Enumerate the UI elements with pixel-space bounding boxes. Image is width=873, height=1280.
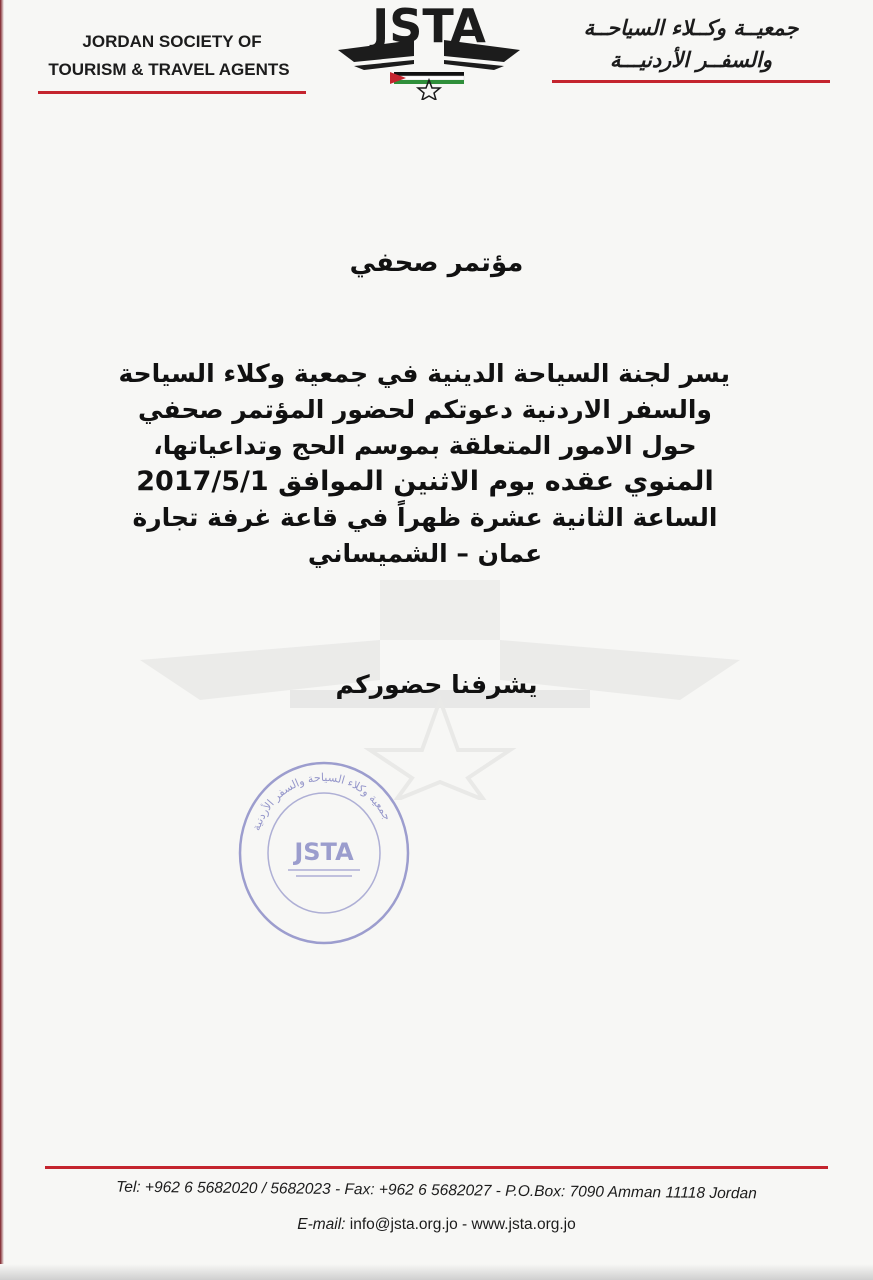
org-name-english-line-1: JORDAN SOCIETY OF (82, 32, 262, 51)
org-name-arabic-line-1: جمعيــة وكــلاء السياحــة (583, 16, 799, 40)
org-name-english-line-2: TOURISM & TRAVEL AGENTS (48, 60, 290, 79)
footer-rule (45, 1166, 828, 1169)
logo-wordmark: JSTA (372, 0, 486, 53)
org-name-english (38, 28, 306, 84)
footer-separator: - (462, 1216, 468, 1233)
body-line: يسر لجنة السياحة الدينية في جمعية وكلاء السياحة (118, 359, 730, 388)
closing-line: يشرفنا حضوركم (335, 670, 538, 699)
official-seal (236, 758, 412, 948)
page-bottom-edge (0, 1264, 873, 1280)
body-line: الساعة الثانية عشرة ظهراً في قاعة غرفة تجارة (132, 503, 718, 532)
letterhead (0, 0, 873, 110)
org-name-arabic-line-2: والسفــر الأردنيـــة (609, 48, 773, 72)
header-rule-left (38, 91, 306, 94)
invitation-body (120, 356, 730, 572)
footer-email-label: E-mail: (297, 1216, 346, 1233)
document-title: مؤتمر صحفي (349, 248, 524, 278)
footer-contact-line (0, 1177, 873, 1204)
seal-ring-text: جمعية وكلاء السياحة والسفر الأردنية (249, 770, 394, 833)
footer-email[interactable]: info@jsta.org.jo (349, 1216, 458, 1233)
body-line-date: المنوي عقده يوم الاثنين الموافق 2017/5/1 (136, 466, 714, 497)
jsta-logo (334, 0, 524, 100)
body-line: حول الامور المتعلقة بموسم الحج وتداعياتها، (153, 431, 697, 460)
page-edge (0, 0, 4, 1280)
org-name-arabic (552, 12, 830, 76)
footer-web-line (0, 1216, 873, 1234)
footer-contact-text: Tel: +962 6 5682020 / 5682023 - Fax: +962 6 5682027 - P.O.Box: 7090 Amman 11118 Jordan (116, 1178, 757, 1203)
body-line: عمان – الشميساني (307, 539, 543, 568)
header-rule-right (552, 80, 830, 83)
body-line: والسفر الاردنية دعوتكم لحضور المؤتمر صحفي (138, 395, 712, 424)
seal-center-text: JSTA (294, 838, 354, 866)
footer-website[interactable]: www.jsta.org.jo (471, 1216, 576, 1233)
